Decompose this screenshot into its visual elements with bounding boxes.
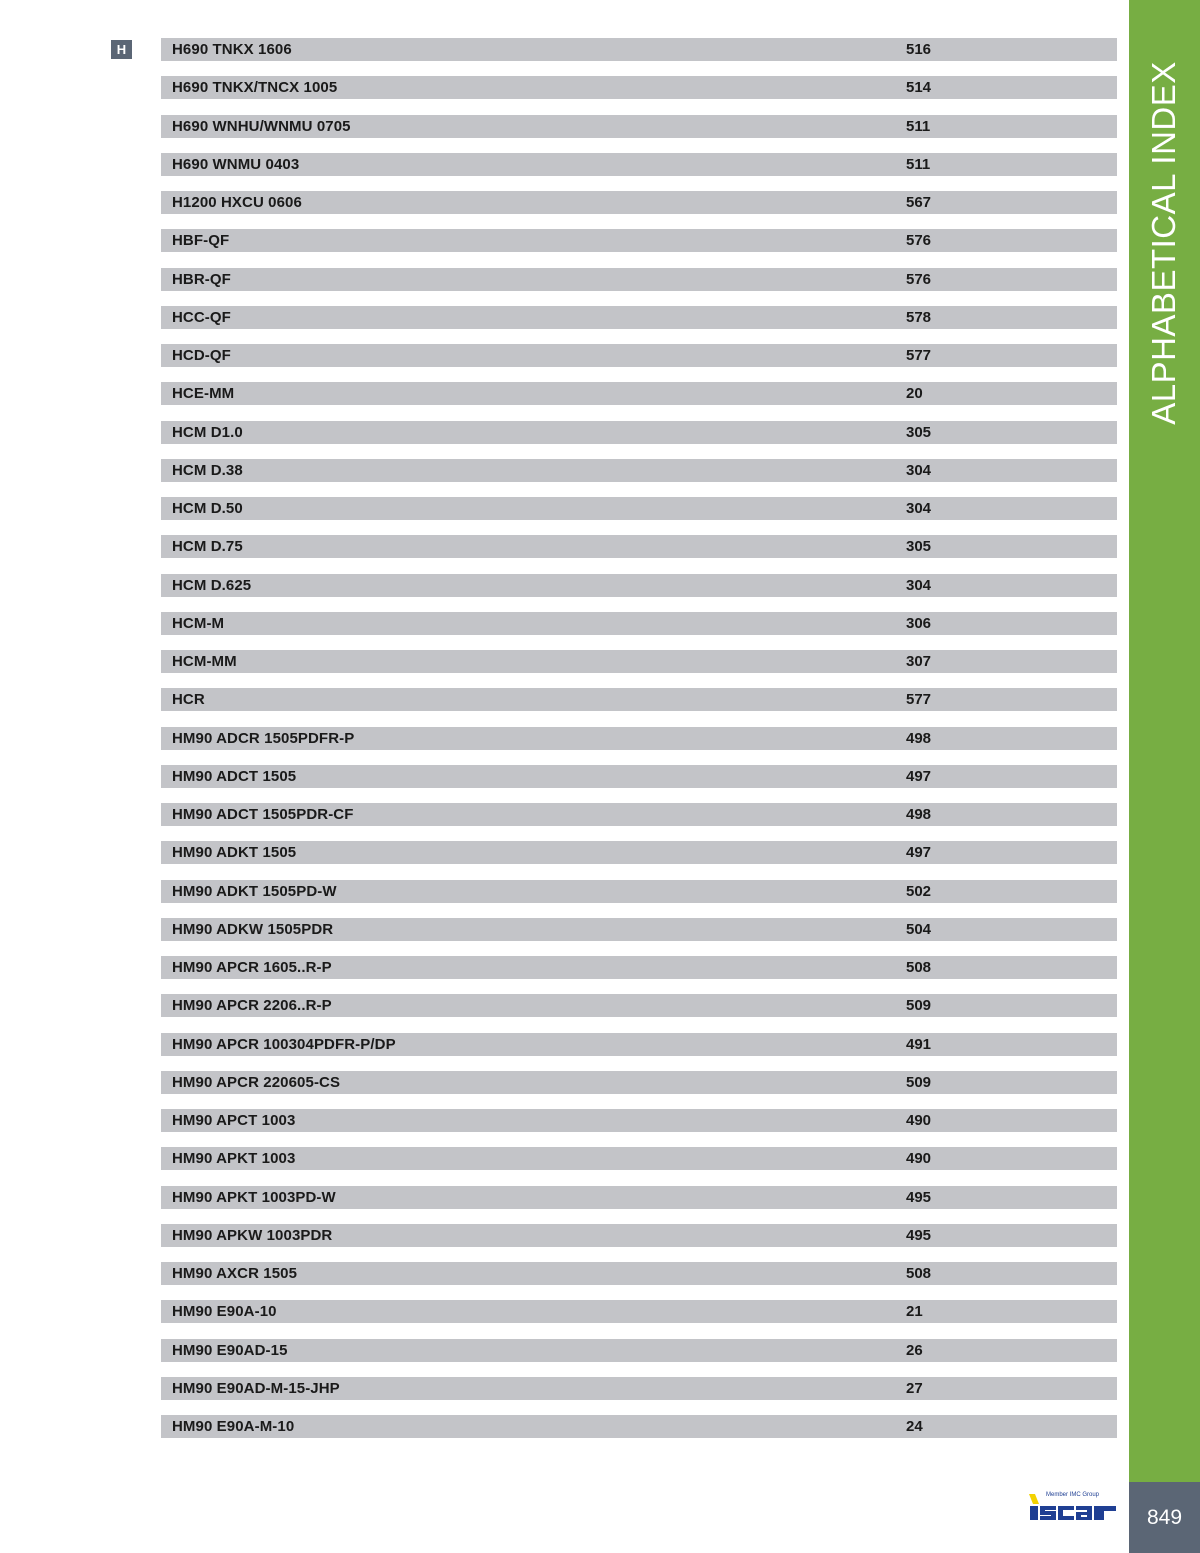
entry-code: HCM-M (172, 614, 225, 632)
index-row[interactable] (161, 421, 1117, 444)
index-list (161, 38, 1117, 1453)
entry-page[interactable]: 306 (906, 614, 932, 632)
entry-code: H690 WNHU/WNMU 0705 (172, 117, 351, 135)
index-row[interactable] (161, 459, 1117, 482)
entry-page[interactable]: 567 (906, 194, 932, 211)
index-row[interactable] (161, 918, 1117, 941)
entry-page[interactable]: 577 (906, 691, 932, 709)
entry-code: HBF-QF (172, 232, 230, 250)
entry-code: HM90 ADKT 1505 (172, 844, 297, 862)
entry-page[interactable]: 305 (906, 423, 932, 441)
entry-page[interactable]: 504 (906, 920, 932, 938)
index-row[interactable] (161, 229, 1117, 252)
index-row[interactable] (161, 382, 1117, 405)
index-row[interactable] (161, 650, 1117, 673)
index-row[interactable] (161, 153, 1117, 176)
index-row[interactable] (161, 1186, 1117, 1209)
entry-page[interactable]: 21 (906, 1303, 923, 1321)
index-row[interactable] (161, 727, 1117, 750)
entry-page[interactable]: 511 (906, 155, 931, 173)
entry-code: HCM D.625 (172, 576, 252, 594)
entry-code: HM90 APKW 1003PDR (172, 1226, 333, 1244)
index-row[interactable] (161, 268, 1117, 291)
entry-code: HM90 ADKT 1505PD-W (172, 882, 337, 900)
entry-page[interactable]: 27 (906, 1379, 923, 1397)
index-row[interactable] (161, 1033, 1117, 1056)
entry-page[interactable]: 516 (906, 41, 932, 58)
entry-page[interactable]: 514 (906, 79, 932, 97)
entry-page[interactable]: 509 (906, 997, 932, 1015)
index-row[interactable] (161, 612, 1117, 635)
index-row[interactable] (161, 1415, 1117, 1438)
page-number: 849 (1129, 1482, 1200, 1553)
entry-page[interactable]: 26 (906, 1341, 923, 1359)
index-row[interactable] (161, 115, 1117, 138)
entry-page[interactable]: 495 (906, 1226, 932, 1244)
entry-code: HCM D1.0 (172, 423, 243, 441)
index-row[interactable] (161, 765, 1117, 788)
entry-code: HM90 E90A-10 (172, 1303, 277, 1321)
entry-code: H690 TNKX 1606 (172, 41, 292, 58)
entry-code: HM90 APCR 100304PDFR-P/DP (172, 1035, 396, 1053)
entry-code: H1200 HXCU 0606 (172, 194, 302, 211)
index-row[interactable] (161, 1262, 1117, 1285)
index-row[interactable] (161, 841, 1117, 864)
entry-code: HM90 APCR 1605..R-P (172, 959, 332, 976)
index-row[interactable] (161, 1377, 1117, 1400)
entry-page[interactable]: 304 (906, 461, 932, 479)
entry-code: HM90 ADCR 1505PDFR-P (172, 729, 355, 747)
entry-page[interactable]: 509 (906, 1073, 932, 1091)
entry-code: HM90 APKT 1003PD-W (172, 1188, 336, 1206)
entry-code: H690 WNMU 0403 (172, 155, 300, 173)
entry-page[interactable]: 497 (906, 767, 932, 785)
entry-code: HM90 E90AD-15 (172, 1341, 288, 1359)
entry-code: HM90 ADKW 1505PDR (172, 920, 334, 938)
entry-code: HM90 APCT 1003 (172, 1112, 296, 1129)
entry-page[interactable]: 24 (906, 1418, 923, 1435)
entry-code: HCM-MM (172, 653, 237, 670)
entry-page[interactable]: 577 (906, 347, 932, 364)
entry-page[interactable]: 305 (906, 538, 932, 556)
entry-code: HCM D.75 (172, 538, 243, 556)
entry-page[interactable]: 20 (906, 385, 923, 403)
index-row[interactable] (161, 1224, 1117, 1247)
entry-page[interactable]: 495 (906, 1188, 932, 1206)
entry-code: HCE-MM (172, 385, 235, 403)
entry-code: HBR-QF (172, 270, 231, 288)
index-row[interactable] (161, 1300, 1117, 1323)
logo-tagline: Member IMC Group (1046, 1492, 1100, 1498)
entry-code: H690 TNKX/TNCX 1005 (172, 79, 338, 97)
entry-code: HCM D.38 (172, 461, 243, 479)
entry-page[interactable]: 498 (906, 806, 932, 823)
entry-code: HM90 APCR 2206..R-P (172, 997, 332, 1015)
index-row[interactable] (161, 1109, 1117, 1132)
entry-code: HM90 AXCR 1505 (172, 1265, 298, 1282)
iscar-logo (1026, 1490, 1122, 1530)
entry-page[interactable]: 307 (906, 653, 932, 670)
index-row[interactable] (161, 344, 1117, 367)
section-letter-badge: H (111, 40, 132, 59)
index-row[interactable] (161, 574, 1117, 597)
entry-code: HM90 APKT 1003 (172, 1150, 296, 1168)
index-row[interactable] (161, 1147, 1117, 1170)
entry-page[interactable]: 508 (906, 1265, 932, 1282)
entry-page[interactable]: 511 (906, 117, 931, 135)
entry-page[interactable]: 304 (906, 576, 932, 594)
entry-page[interactable]: 304 (906, 500, 932, 517)
entry-page[interactable]: 502 (906, 882, 932, 900)
entry-page[interactable]: 498 (906, 729, 932, 747)
index-row[interactable] (161, 880, 1117, 903)
index-row[interactable] (161, 306, 1117, 329)
index-row[interactable] (161, 497, 1117, 520)
index-row[interactable] (161, 1071, 1117, 1094)
index-row[interactable] (161, 956, 1117, 979)
index-row[interactable] (161, 535, 1117, 558)
sidebar-title: ALPHABETICAL INDEX (1145, 61, 1182, 425)
index-row[interactable] (161, 191, 1117, 214)
index-row[interactable] (161, 1339, 1117, 1362)
entry-code: HCC-QF (172, 308, 231, 326)
index-row[interactable] (161, 803, 1117, 826)
entry-code: HCD-QF (172, 347, 231, 364)
entry-page[interactable]: 497 (906, 844, 932, 862)
entry-page[interactable]: 508 (906, 959, 932, 976)
entry-page[interactable]: 576 (906, 232, 932, 250)
entry-code: HM90 E90A-M-10 (172, 1418, 295, 1435)
entry-code: HM90 APCR 220605-CS (172, 1073, 341, 1091)
index-row[interactable] (161, 688, 1117, 711)
entry-code: HM90 E90AD-M-15-JHP (172, 1379, 340, 1397)
entry-page[interactable]: 576 (906, 270, 932, 288)
entry-code: HM90 ADCT 1505 (172, 767, 297, 785)
entry-page[interactable]: 490 (906, 1150, 932, 1168)
index-row[interactable] (161, 994, 1117, 1017)
index-row[interactable] (161, 38, 1117, 61)
entry-code: HCR (172, 691, 205, 709)
index-row[interactable] (161, 76, 1117, 99)
entry-page[interactable]: 578 (906, 308, 932, 326)
entry-code: HCM D.50 (172, 500, 243, 517)
entry-page[interactable]: 490 (906, 1112, 932, 1129)
entry-page[interactable]: 491 (906, 1035, 932, 1053)
entry-code: HM90 ADCT 1505PDR-CF (172, 806, 354, 823)
